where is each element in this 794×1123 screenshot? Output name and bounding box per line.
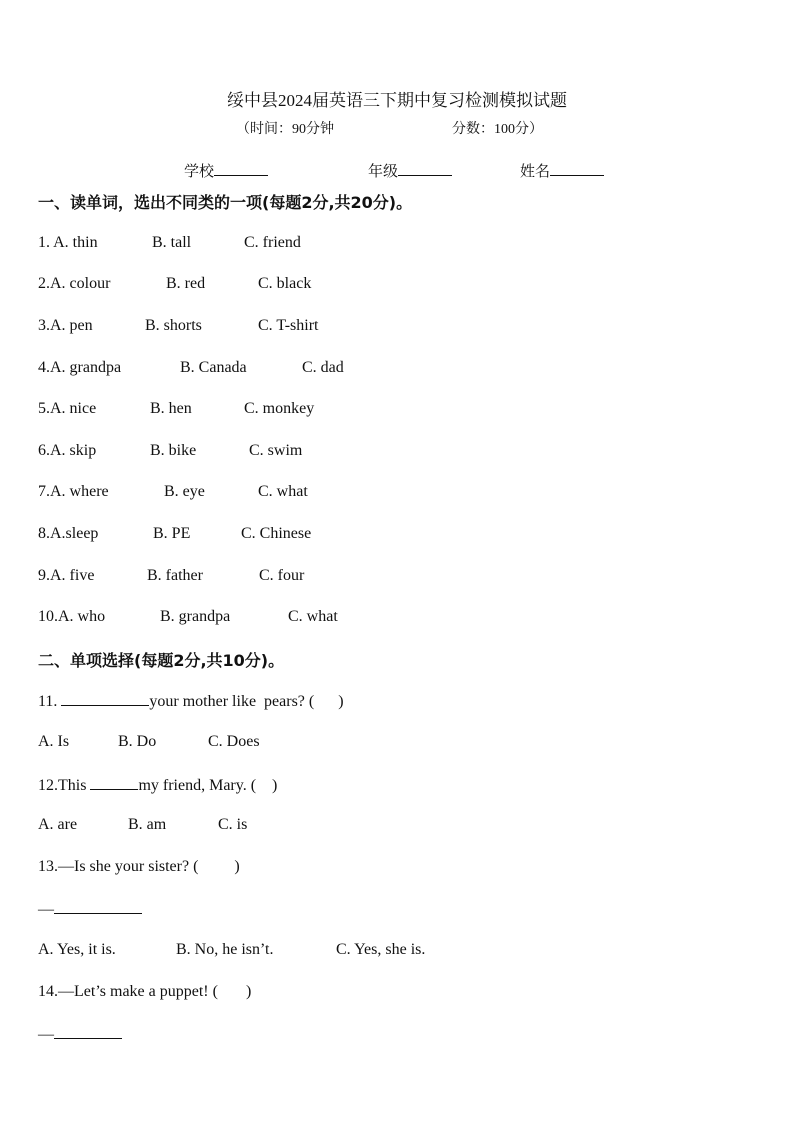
- section-1-heading: 一、读单词，选出不同类的一项(每题2分,共20分)。: [38, 193, 413, 212]
- q13-stem: 13.—Is she your sister? ( ): [38, 858, 240, 875]
- q4-b: B. Canada: [180, 359, 247, 376]
- q12-blank[interactable]: [90, 775, 138, 790]
- q7-b: B. eye: [164, 483, 205, 500]
- q6-c: C. swim: [249, 442, 303, 459]
- q12-option-a: A. are: [38, 816, 78, 833]
- q11-option-a: A. Is: [38, 733, 70, 750]
- q1-a: 1. A. thin: [38, 234, 98, 251]
- school-blank[interactable]: [214, 161, 268, 176]
- q5-a: 5.A. nice: [38, 400, 97, 417]
- q13-answer-line: [38, 899, 142, 919]
- name-blank[interactable]: [550, 161, 604, 176]
- q12-prefix: 12.This: [38, 777, 91, 794]
- q13-option-a: A. Yes, it is.: [38, 941, 116, 958]
- exam-time: （时间：90分钟: [236, 122, 334, 137]
- grade-blank[interactable]: [398, 161, 452, 176]
- q5-c: C. monkey: [244, 400, 315, 417]
- q12-suffix: my friend, Mary. ( ): [138, 777, 278, 794]
- q6-b: B. bike: [150, 442, 197, 459]
- q14-dash: —: [38, 1026, 54, 1043]
- q6-a: 6.A. skip: [38, 442, 97, 459]
- q5-b: B. hen: [150, 400, 192, 417]
- q9-b: B. father: [147, 567, 203, 584]
- school-label: 学校: [184, 164, 215, 180]
- q9-c: C. four: [259, 567, 305, 584]
- q13-dash: —: [38, 901, 54, 918]
- name-field: [520, 160, 604, 181]
- q9-a: 9.A. five: [38, 567, 95, 584]
- q11-option-b: B. Do: [118, 733, 157, 750]
- q10-c: C. what: [288, 608, 338, 625]
- q11-blank[interactable]: [61, 691, 149, 706]
- q7-c: C. what: [258, 483, 308, 500]
- q11-option-c: C. Does: [208, 733, 260, 750]
- q10-a: 10.A. who: [38, 608, 106, 625]
- q14-answer-line: [38, 1024, 122, 1044]
- q12-option-c: C. is: [218, 816, 248, 833]
- q13-option-c: C. Yes, she is.: [336, 941, 426, 958]
- name-label: 姓名: [520, 164, 551, 180]
- q8-b: B. PE: [153, 525, 191, 542]
- school-field: [184, 160, 268, 181]
- q11-prefix: 11.: [38, 693, 62, 710]
- q2-c: C. black: [258, 275, 312, 292]
- q7-a: 7.A. where: [38, 483, 109, 500]
- q4-a: 4.A. grandpa: [38, 359, 122, 376]
- q3-b: B. shorts: [145, 317, 202, 334]
- exam-score: 分数：100分）: [452, 122, 543, 137]
- q1-b: B. tall: [152, 234, 192, 251]
- q8-a: 8.A.sleep: [38, 525, 99, 542]
- q14-stem: 14.—Let’s make a puppet! ( ): [38, 983, 252, 1000]
- q11-stem: [38, 691, 344, 711]
- grade-field: [368, 160, 452, 181]
- q8-c: C. Chinese: [241, 525, 312, 542]
- q12-option-b: B. am: [128, 816, 167, 833]
- grade-label: 年级: [368, 164, 399, 180]
- q12-stem: [38, 775, 277, 795]
- q2-b: B. red: [166, 275, 206, 292]
- q4-c: C. dad: [302, 359, 344, 376]
- q3-a: 3.A. pen: [38, 317, 93, 334]
- q10-b: B. grandpa: [160, 608, 231, 625]
- q2-a: 2.A. colour: [38, 275, 111, 292]
- q1-c: C. friend: [244, 234, 301, 251]
- q11-suffix: your mother like pears? ( ): [149, 693, 344, 710]
- q3-c: C. T-shirt: [258, 317, 319, 334]
- q13-option-b: B. No, he isn’t.: [176, 941, 274, 958]
- page-title: 绥中县2024届英语三下期中复习检测模拟试题: [227, 91, 567, 110]
- q14-blank[interactable]: [54, 1024, 122, 1039]
- q13-blank[interactable]: [54, 899, 142, 914]
- section-2-heading: 二、单项选择(每题2分,共10分)。: [38, 651, 285, 670]
